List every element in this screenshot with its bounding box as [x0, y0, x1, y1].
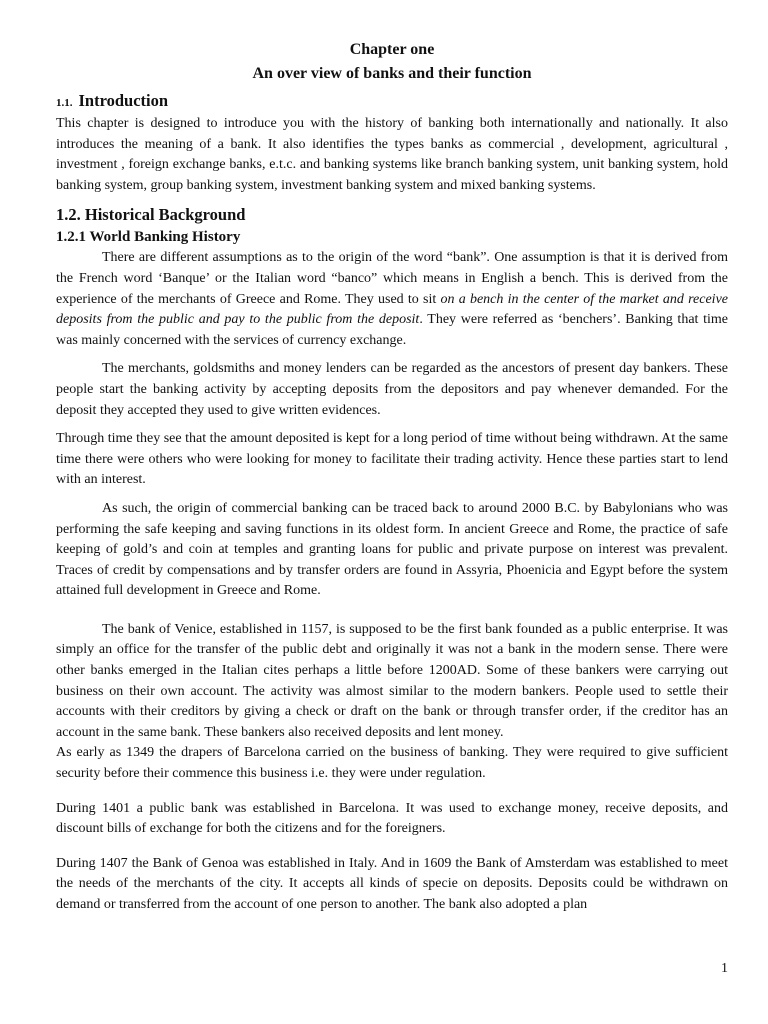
- chapter-label: Chapter one: [349, 41, 435, 58]
- paragraph-origin-of-word: [56, 248, 728, 351]
- intro-number: 1.1.: [56, 97, 73, 109]
- paragraph-origin-commercial-banking: As such, the origin of commercial banking can be traced back to around 2000 B.C. by Babylonians who was performing the safe keeping and saving functions in its oldest form. In ancient Greece and Rome, the practice of safe keeping of gold’s and coin at temples and granting loans for public and private purpose on interest was prevalent. Traces of credit by compensations and by transfer orders are found in Assyria, Phoenicia and Egypt before the system attained full development in Greece and Rome.: [56, 500, 728, 599]
- paragraph-barcelona-drapers: As early as 1349 the drapers of Barcelona carried on the business of banking. They were required to give sufficient security before their commence this business i.e. they were under regulation.: [56, 745, 728, 782]
- paragraph-origin-italic: on a bench in the center of the market and receive deposits from the public and pay to the public from the deposit: [56, 291, 728, 328]
- intro-heading-text: Introduction: [78, 91, 169, 110]
- paragraph-genoa-amsterdam: During 1407 the Bank of Genoa was established in Italy. And in 1609 the Bank of Amsterdam was established to meet the needs of the merchants of the city. It accepts all kinds of specie on deposits. Deposits could be withdrawn on demand or transferred from the account of one person to another. The bank also adopted a plan: [56, 855, 728, 912]
- paragraph-barcelona-public-bank: During 1401 a public bank was established in Barcelona. It was used to exchange money, receive deposits, and discount bills of exchange for both the citizens and for the foreigners.: [56, 800, 728, 837]
- paragraph-origin-text-2: . They were referred as ‘benchers’. Banking that time was mainly concerned with the services of currency exchange.: [56, 312, 729, 348]
- historical-background-heading: 1.2. Historical Background: [56, 205, 246, 225]
- paragraph-through-time: Through time they see that the amount deposited is kept for a long period of time without being withdrawn. At the same time there were others who were looking for money to facilitate their trading activity. Hence these parties start to lend with an interest.: [56, 431, 728, 488]
- paragraph-origin-text-1: There are different assumptions as to the origin of the word “bank”. One assumption is that it is derived from the French word ‘Banque’ or the Italian word “banco” which means in English a bench. This is derived from the experience of the merchants of Greece and Rome. They used to sit: [56, 250, 728, 307]
- page-number: 1: [721, 961, 728, 976]
- intro-paragraph: This chapter is designed to introduce you with the history of banking both internationally and nationally. It also introduces the meaning of a bank. It also identifies the types banks as commercial , development, agricultural , investment , foreign exchange banks, e.t.c. and banking systems like branch banking system, unit banking system, hold banking system, group banking system, investment banking system and mixed banking systems.: [56, 116, 728, 193]
- document-page: [56, 38, 728, 916]
- world-banking-history-heading: 1.2.1 World Banking History: [56, 229, 241, 246]
- paragraph-bank-of-venice: The bank of Venice, established in 1157, is supposed to be the first bank founded as a public enterprise. It was simply an office for the transfer of the public debt and originally it was not a bank in the modern sense. There were other banks emerged in the Italian cites perhaps a little before 1200AD. Some of these bankers were carrying out business on their own account. The activity was almost similar to the modern bankers. People used to settle their accounts with their creditors by giving a check or draft on the bank or through transfer order, if the creditor has an account in the same bank. These bankers also received deposits and lent money.: [56, 621, 728, 740]
- intro-heading: [56, 90, 728, 114]
- paragraph-merchants: The merchants, goldsmiths and money lenders can be regarded as the ancestors of present day bankers. These people start the banking activity by accepting deposits from the depositors and pay whenever demanded. For the deposit they accepted they used to give written evidences.: [56, 361, 728, 418]
- chapter-title: An over view of banks and their function: [252, 65, 532, 82]
